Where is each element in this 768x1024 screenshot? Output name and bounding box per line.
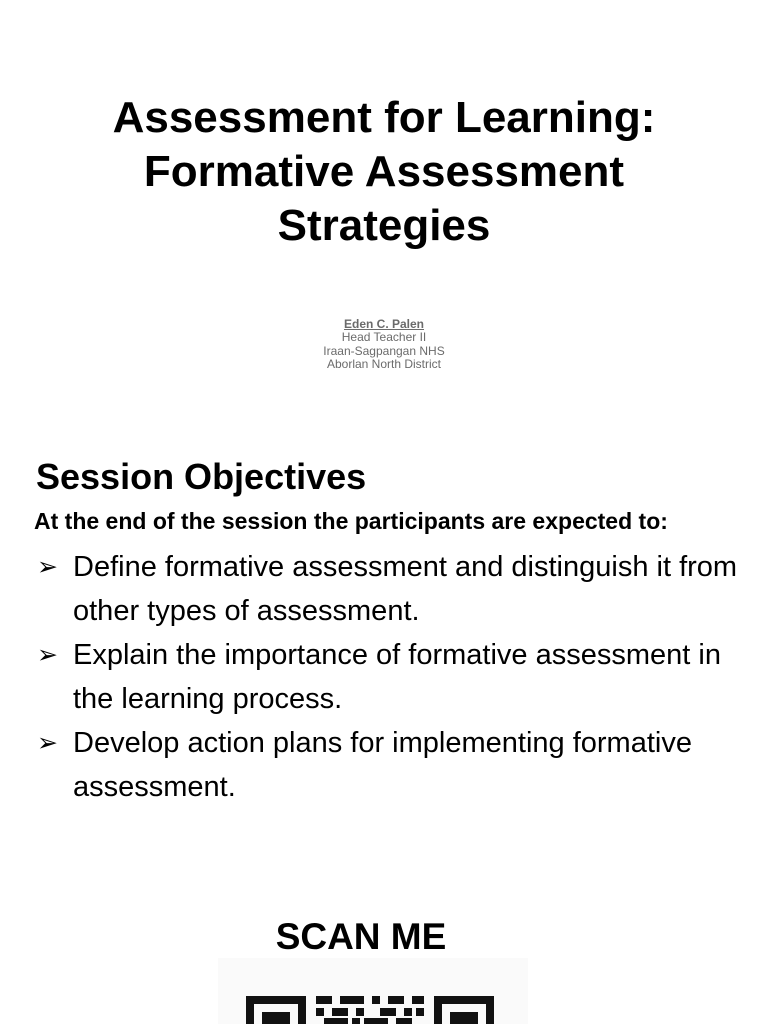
- objective-item: [37, 545, 747, 633]
- presenter-district: Aborlan North District: [326, 356, 442, 371]
- title-line-2: Formative Assessment: [143, 147, 625, 196]
- slide-title: [0, 91, 768, 253]
- presenter-position: Head Teacher II: [341, 330, 427, 345]
- arrow-bullet-icon: ➢: [37, 728, 58, 757]
- qr-code-icon[interactable]: [218, 958, 528, 1024]
- objective-item: [37, 633, 747, 721]
- presenter-info: [0, 318, 768, 371]
- objective-text: Develop action plans for implementing formative assessment.: [73, 727, 692, 803]
- objectives-intro: At the end of the session the participants are expected to:: [34, 508, 668, 534]
- objective-text: Explain the importance of formative assessment in the learning process.: [73, 639, 721, 715]
- presenter-school: Iraan-Sagpangan NHS: [323, 343, 445, 358]
- arrow-bullet-icon: ➢: [37, 552, 58, 581]
- presenter-name[interactable]: Eden C. Palen: [343, 317, 425, 331]
- scan-me-label: SCAN ME: [275, 916, 447, 957]
- objective-item: [37, 721, 747, 809]
- title-line-1: Assessment for Learning:: [112, 93, 656, 142]
- objectives-list: [37, 545, 747, 809]
- objectives-heading: Session Objectives: [36, 456, 367, 497]
- title-line-3: Strategies: [277, 201, 491, 250]
- objective-text: Define formative assessment and distinguish it from other types of assessment.: [73, 551, 738, 627]
- arrow-bullet-icon: ➢: [37, 640, 58, 669]
